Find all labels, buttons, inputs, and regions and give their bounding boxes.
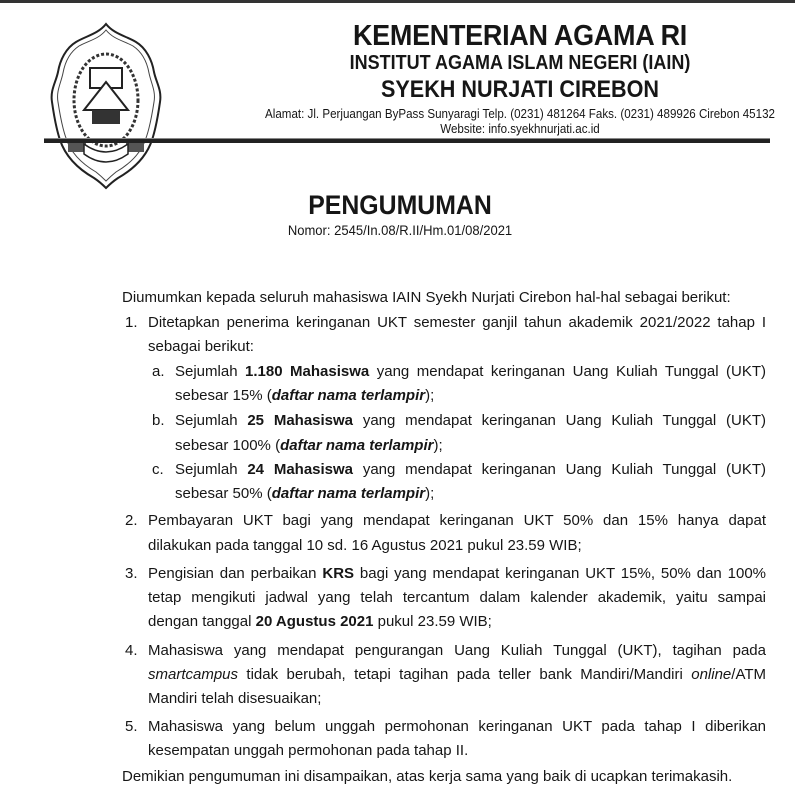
body-line [175,460,766,480]
website-link[interactable]: info.syekhnurjati.ac.id [485,122,600,136]
emphasis-text: 25 Mahasiswa [247,412,354,429]
body-line [148,337,254,357]
emphasis-text: smartcampus [148,666,239,683]
body-line [175,436,443,456]
body-line [148,588,766,608]
emphasis-text: KRS [322,565,355,582]
text-segment: /ATM [731,666,766,683]
text-segment: dengan tanggal [148,613,256,630]
text-segment: bagi yang mendapat keringanan UKT 15%, 50% dan 100% [354,565,766,582]
campus-heading: SYEKH NURJATI CIREBON [380,76,660,103]
list-marker: a. [152,363,165,380]
address-line [226,107,795,121]
letterhead-divider [44,138,770,143]
text-segment: tetap mengikuti jadwal yang telah tercantum dalam kalender akademik, yaitu sampai [148,589,766,606]
emphasis-text: 24 Mahasiswa [247,461,354,478]
website-label: Website: [440,122,486,136]
text-segment: Sejumlah [175,363,246,380]
body-line [122,288,731,308]
text-segment: Demikian pengumuman ini disampaikan, atas kerja sama yang baik di ucapkan terimakasih. [122,768,733,785]
emphasis-text: 20 Agustus 2021 [255,613,374,630]
text-segment: sebesar 50% ( [175,485,272,502]
body-line [175,484,434,504]
iain-logo-icon [48,20,164,190]
body-line [148,689,321,709]
text-segment: yang mendapat keringanan Uang Kuliah Tunggal (UKT) [353,461,766,478]
body-line [148,612,492,632]
body-line [148,564,766,584]
text-segment: ); [425,387,435,404]
emphasis-text: daftar nama terlampir [280,437,434,454]
ministry-heading: KEMENTERIAN AGAMA RI [352,20,688,52]
list-marker: c. [152,461,164,478]
text-segment: Ditetapkan penerima keringanan UKT semester ganjil tahun akademik 2021/2022 tahap I [148,314,766,331]
text-segment: yang mendapat keringanan Uang Kuliah Tunggal (UKT) [353,412,766,429]
text-segment: Sejumlah [175,461,248,478]
document-number: Nomor: 2545/In.08/R.II/Hm.01/08/2021 [287,222,513,238]
body-line [148,313,766,333]
emphasis-text: 1.180 Mahasiswa [245,363,370,380]
text-segment: ); [433,437,443,454]
text-segment: dilakukan pada tanggal 10 sd. 16 Agustus 2021 pukul 23.59 WIB; [148,537,582,554]
emphasis-text: daftar nama terlampir [271,485,426,502]
text-segment: sebagai berikut: [148,338,254,355]
body-line [148,665,766,685]
list-marker: b. [152,412,165,429]
top-border [0,0,795,3]
text-segment: Mahasiswa yang mendapat pengurangan Uang Kuliah Tunggal (UKT), tagihan pada [148,642,766,659]
text-segment: Pembayaran UKT bagi yang mendapat keringanan UKT 50% dan 15% hanya dapat [148,512,766,529]
institute-heading: INSTITUT AGAMA ISLAM NEGERI (IAIN) [349,52,691,74]
text-segment: Mahasiswa yang belum unggah permohonan keringanan UKT pada tahap I diberikan [148,718,766,735]
text-segment: pukul 23.59 WIB; [373,613,492,630]
text-segment: yang mendapat keringanan Uang Kuliah Tunggal (UKT) [369,363,766,380]
emphasis-text: online [691,666,732,683]
body-line [148,641,766,661]
emphasis-text: daftar nama terlampir [271,387,426,404]
text-segment: tidak berubah, tetapi tagihan pada teller bank Mandiri/Mandiri [238,666,692,683]
text-segment: Diumumkan kepada seluruh mahasiswa IAIN Syekh Nurjati Cirebon hal-hal sebagai berikut: [122,289,731,306]
text-segment: sebesar 15% ( [175,387,272,404]
list-marker: 4. [125,642,138,659]
list-marker: 5. [125,718,138,735]
address-text: Jl. Perjuangan ByPass Sunyaragi Telp. (0231) 481264 Faks. (0231) 489926 Cirebon 45132 [304,107,775,121]
body-line [148,536,582,556]
text-segment: Mandiri telah disesuaikan; [148,690,322,707]
website-line [226,122,795,136]
text-segment: kesempatan unggah permohonan pada tahap II. [148,742,469,759]
body-line [148,511,766,531]
list-marker: 3. [125,565,138,582]
text-segment: Pengisian dan perbaikan [148,565,323,582]
body-line [122,767,732,787]
text-segment: sebesar 100% ( [175,437,281,454]
body-line [175,386,434,406]
document-title: PENGUMUMAN [308,190,492,220]
address-label: Alamat: [265,107,305,121]
body-line [175,362,766,382]
list-marker: 1. [125,314,138,331]
text-segment: ); [425,485,435,502]
body-line [148,741,468,761]
list-marker: 2. [125,512,138,529]
body-line [148,717,766,737]
body-line [175,411,766,431]
text-segment: Sejumlah [175,412,248,429]
